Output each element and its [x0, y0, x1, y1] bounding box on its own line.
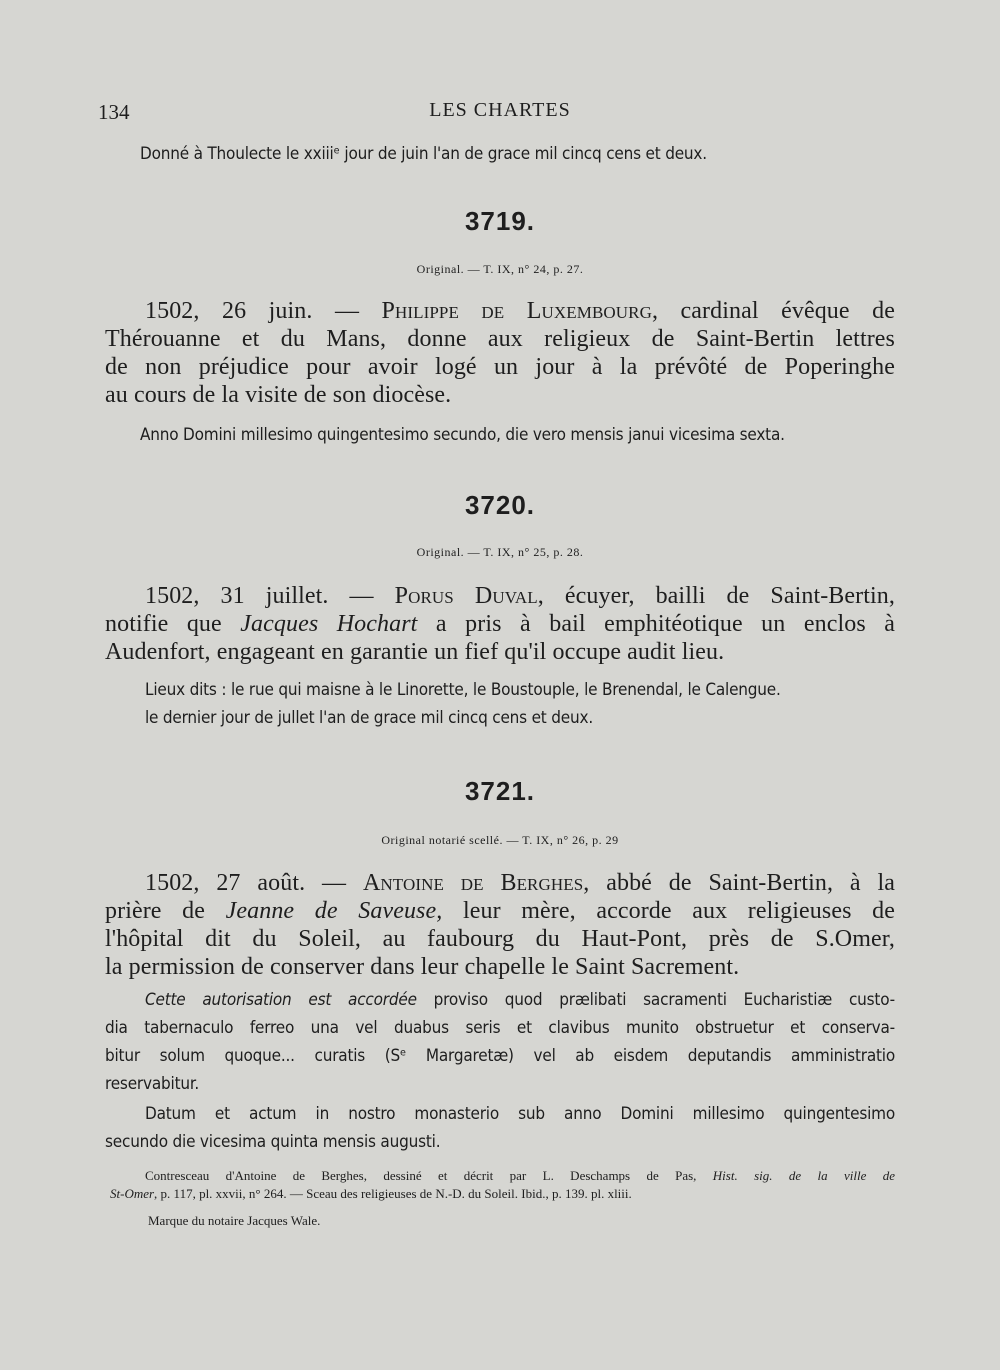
- entry-number-3720: 3720.: [464, 490, 536, 520]
- person-name: Jeanne de Saveuse,: [225, 898, 443, 924]
- summary-text: , abbé de Saint-Bertin, à la: [583, 870, 896, 896]
- entry-3721-note-2: [110, 1186, 900, 1202]
- entry-3719-summary-line-1: [105, 298, 895, 325]
- entry-3721-quote-6: secundo die vicesima quinta mensis augusti.: [105, 1132, 441, 1152]
- entry-3721-note-3: Marque du notaire Jacques Wale.: [148, 1213, 321, 1228]
- entry-3721-quote-4: reservabitur.: [105, 1074, 200, 1094]
- entry-source-3719: Original. — T. IX, n° 24, p. 27.: [416, 262, 584, 276]
- entry-3719-summary-line-2: Thérouanne et du Mans, donne aux religieux de Saint-Bertin lettres: [105, 326, 895, 352]
- summary-text: leur mère, accorde aux religieuses de: [442, 898, 895, 924]
- entry-3719-quote: Anno Domini millesimo quingentesimo secundo, die vero mensis janui vicesima sexta.: [140, 425, 785, 445]
- entry-3721-summary-line-4: la permission de conserver dans leur chapelle le Saint Sacrement.: [105, 954, 740, 980]
- summary-date: 1502, 26 juin. —: [145, 298, 382, 324]
- entry-3720-summary-line-2: [105, 611, 895, 638]
- entry-3720-quote-2: le dernier jour de jullet l'an de grace mil cincq cens et deux.: [145, 708, 593, 728]
- summary-text: a pris à bail emphitéotique un enclos à: [417, 611, 895, 637]
- running-title: LES CHARTES: [429, 99, 571, 121]
- page-number: 134: [98, 100, 130, 124]
- entry-3721-quote-3: bitur solum quoque... curatis (Sᵉ Margaretæ) vel ab eisdem deputandis amministratio: [105, 1046, 895, 1066]
- entry-3720-summary-line-1: [105, 583, 895, 610]
- note-italic: Hist. sig. de la ville de: [712, 1168, 895, 1183]
- entry-3719-summary-line-3: de non préjudice pour avoir logé un jour à la prévôté de Poperinghe: [105, 354, 895, 380]
- note-text: , p. 117, pl. xxvii, n° 264. — Sceau des religieuses de N.-D. du Soleil. Ibid., p. 139. pl. xliii.: [154, 1186, 632, 1201]
- entry-number-3719: 3719.: [464, 206, 536, 236]
- summary-text: notifie que: [105, 611, 241, 637]
- entry-3720-quote-1: Lieux dits : le rue qui maisne à le Linorette, le Boustouple, le Brenendal, le Calengue.: [145, 680, 781, 700]
- entry-3721-quote-2: dia tabernaculo ferreo una vel duabus seris et clavibus munito obstruetur et conserva-: [105, 1018, 895, 1038]
- person-name: Antoine de Berghes: [362, 870, 584, 896]
- person-name: Philippe de Luxembourg: [381, 298, 652, 324]
- quote-italic: Cette autorisation est accordée: [145, 990, 417, 1010]
- entry-3721-note-1: [105, 1168, 895, 1184]
- summary-text: , cardinal évêque de: [651, 298, 895, 324]
- entry-3721-quote-1: [105, 990, 895, 1010]
- entry-3719-summary-line-4: au cours de la visite de son diocèse.: [105, 382, 452, 408]
- note-italic: St-Omer: [110, 1186, 155, 1201]
- entry-3720-summary-line-3: Audenfort, engageant en garantie un fief qu'il occupe audit lieu.: [105, 639, 725, 665]
- person-name: Porus Duval: [394, 583, 538, 609]
- summary-date: 1502, 31 juillet. —: [145, 583, 395, 609]
- entry-number-3721: 3721.: [464, 776, 536, 806]
- entry-3721-summary-line-2: [105, 898, 895, 925]
- summary-date: 1502, 27 août. —: [145, 870, 363, 896]
- entry-source-3721: Original notarié scellé. — T. IX, n° 26, p. 29: [381, 833, 619, 847]
- quote-text: proviso quod prælibati sacramenti Eucharistiæ custo-: [416, 990, 895, 1010]
- summary-text: prière de: [105, 898, 226, 924]
- entry-3721-summary-line-3: l'hôpital dit du Soleil, au faubourg du Haut-Pont, près de S.Omer,: [105, 926, 895, 952]
- entry-source-3720: Original. — T. IX, n° 25, p. 28.: [416, 545, 584, 559]
- carryover-line: Donné à Thoulecte le xxiiiᵉ jour de juin l'an de grace mil cincq cens et deux.: [140, 144, 707, 164]
- person-name: Jacques Hochart: [240, 611, 418, 637]
- entry-3721-quote-5: Datum et actum in nostro monasterio sub anno Domini millesimo quingentesimo: [145, 1104, 895, 1124]
- entry-3721-summary-line-1: [105, 870, 895, 897]
- summary-text: , écuyer, bailli de Saint-Bertin,: [537, 583, 895, 609]
- note-text: Contresceau d'Antoine de Berghes, dessiné et décrit par L. Deschamps de Pas,: [145, 1168, 713, 1183]
